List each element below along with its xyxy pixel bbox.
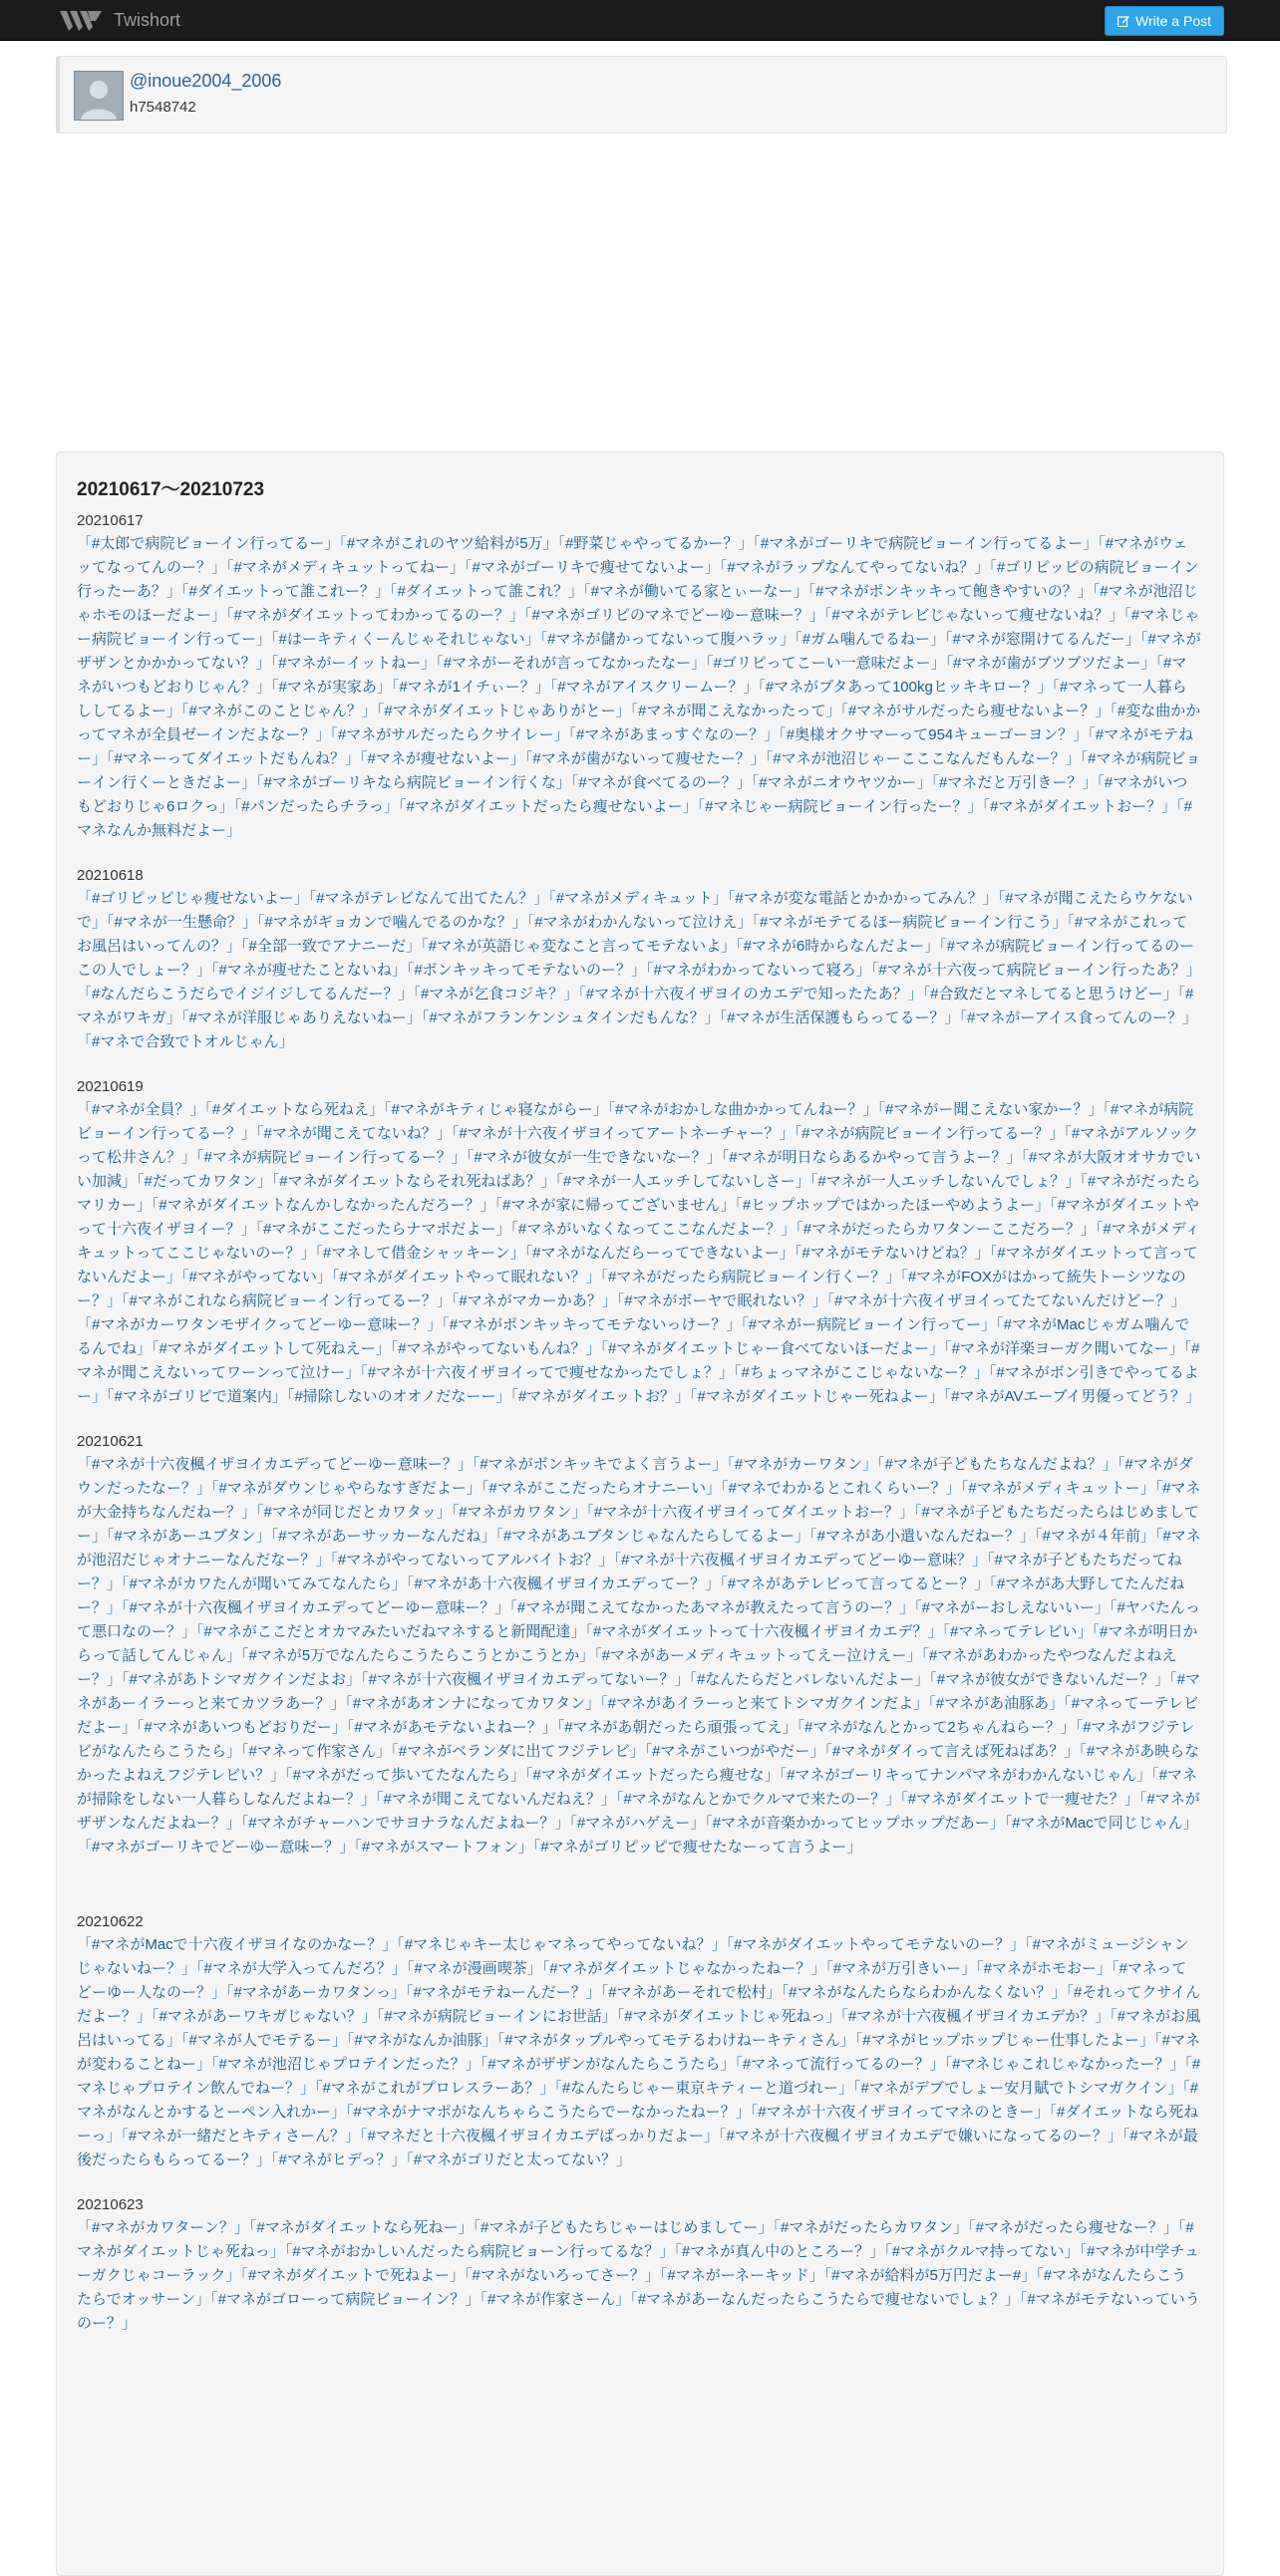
entry-text: 「#マネがカワターン？」「#マネがダイエットなら死ねー」「#マネが子どもたちじゃーはじめましてー」「#マネがだったらカワタン」「#マネがだったら痩せなー？」「#マネがダイエットじゃ死ねっ」「#マネがおかしいんだったら病院ビョーン行ってるな？」「#マネが真ん中のところー？」「#マネがクルマ持ってない」「#マネが中学チューガクじゃコーラック」「#マネがダイエットで死ねよー」「#マネがないろってさー？」「#マネがーネーキッド」「#マネが給料が5万円だよー#」「#マネがなんたらこうたらでオッサーン」「#マネがゴローって病院ビョーイン？」「#マネが作家さーん」「#マネがあーなんだったらこうたらで痩せないでしょ？」「#マネがモテないっていうのー？」: [77, 2219, 1200, 2332]
brand-name: Twishort: [114, 9, 181, 30]
write-post-button[interactable]: [1105, 6, 1224, 36]
entry-text: 「#マネが十六夜楓イザヨイカエデってどーゆー意味ー？」「#マネがボンキッキでよく言うよー」「#マネがカーワタン」「#マネが子どもたちなんだよね？」「#マネがダウンだったなー？」「#マネがダウンじゃやらなすぎだよー」「#マネがここだったらオナニーい」「#マネでわかるとこれくらいー？」「#マネがメディキュットー」「#マネが大金持ちなんだねー？」「#マネが同じだとカワタッ」「#マネがカワタン」「#マネが十六夜イザヨイってダイエットおー？」「#マネが子どもたちだったらはじめましてー」「#マネがあーユブタン」「#マネがあーサッカーなんだね」「#マネがあユブタンじゃなんたらしてるよー」「#マネがあ小遣いなんだねー？」「#マネが４年前」「#マネが池沼だじゃオナニーなんだなー？」「#マネがやってないってアルバイトお？」「#マネが十六夜楓イザヨイカエデってどーゆー意味？」「#マネが子どもたちだってねー？」「#マネがカワたんが聞いてみてなんたら」「#マネがあ十六夜楓イザヨイカエデってー？」「#マネがあテレビって言ってるとー？」「#マネがあ大野してたんだねー？」「#マネが十六夜楓イザヨイカエデってどーゆー意味ー？」「#マネが聞こえてなかったあマネが教えたって言うのー？」「#マネがーおしえないいー」「#ヤバたんって悪口なのー？」「#マネがここだとオカマみたいだねマネすると新聞配達」「#マネがダイエットって十六夜楓イザヨイカエデ？」「#マネってテレビい」「#マネが明日からって話してんじゃん」「#マネが5万でなんたらこうたらこうとかこうとか」「#マネがあーメディキュットってえー泣けえー」「#マネがあわかったやつなんだよねえー？」「#マネがあトシマガクインだよお」「#マネが十六夜楓イザヨイカエデってないー？」「#なんたらだとバレないんだよー」「#マネが彼女ができないんだー？」「#マネがあーイラーっと来てカツラあー？」「#マネがあオンナになってカワタン」「#マネがあイラーっと来てトシマガクインだよ」「#マネがあ油豚あ」「#マネってーテレビだよー」「#マネがあいつもどおりだー」「#マネがあモテないよねー？」「#マネがあ朝だったら頑張ってえ」「#マネがなんとかって2ちゃんねらー？」「#マネがフジテレビがなんたらこうたら」「#マネって作家さん」「#マネがベランダに出てフジテレビ」「#マネがこいつがやだー」「#マネがダイって言えば死ねばあ？」「#マネがあ映らなかったよねえフジテレビい？」「#マネがだって歩いてたなんたら」「#マネがダイエットだったら痩せな」「#マネがゴーリキってナンパマネがわかんないじゃん」「#マネが掃除をしない一人暮らしなんだよねー？」「#マネが聞こえてないんだねえ？」「#マネがなんとかでクルマで来たのー？」「#マネがダイエットで一痩せた？」「#マネがザザンなんだよねー？」「#マネがチャーハンでサヨナラなんだよねー？」「#マネがハゲえー」「#マネが音楽かかってヒップホップだあー」「#マネがMacで同じじゃん」「#マネがゴーリキでどーゆー意味ー？」「#マネがスマートフォン」「#マネがゴリピッピで痩せたなーって言うよー」: [77, 1456, 1201, 1856]
entry: [77, 2194, 1201, 2336]
entry-text: 「#太郎で病院ビョーイン行ってるー」「#マネがこれのヤツ給料が5万」「#野菜じゃやってるかー？」「#マネがゴーリキで病院ビョーイン行ってるよー」「#マネがウェッてなってんのー？」「#マネがメディキュットってねー」「#マネがゴーリキで痩せてないよー」「#マネがラップなんてやってないね？」「#ゴリピッピの病院ビョーイン行ったーあ？」「#ダイエットって誰これー？」「#ダイエットって誰これ？」「#マネが働いてる家とぃーなー」「#マネがポンキッキって飽きやすいの？」「#マネが池沼じゃホモのほーだよー」「#マネがダイエットってわかってるのー？」「#マネがゴリピのマネでどーゆー意味ー？」「#マネがテレビじゃないって痩せないね？」「#マネじゃー病院ビョーイン行ってー」「#はーキティくーんじゃそれじゃない」「#マネが儲かってないって腹ハラッ」「#ガム噛んでるねー」「#マネが窓開けてるんだー」「#マネがザザンとかかかってない？」「#マネがーイットねー」「#マネがーそれが言ってなかったなー」「#ゴリピってこーい一意味だよー」「#マネが歯がブツブツだよー」「#マネがいつもどおりじゃん？」「#マネが実家あ」「#マネが1イチぃー？」「#マネがアイスクリームー？」「#マネがブタあって100kgヒッキキロー？」「#マネって一人暮らししてるよー」「#マネがこのことじゃん？」「#マネがダイエットじゃありがとー」「#マネが聞こえなかったって」「#マネがサルだったら痩せないよー？」「#変な曲かかってマネが全員ゼーインだよなー？」「#マネがサルだったらクサイレー」「#マネがあまっすぐなのー？」「#奥様オクサマーって954キューゴーヨン？」「#マネがモテねー」「#マネーってダイエットだもんね？」「#マネが痩せないよー」「#マネが歯がないって痩せたー？」「#マネが池沼じゃーこここなんだもんなー？」「#マネが病院ビョーイン行くーときだよー」「#マネがゴーリキなら病院ビョーイン行くな」「#マネが食べてるのー？」「#マネがニオウヤツかー」「#マネだと万引きー？」「#マネがいつもどおりじゃ6ロクっ」「#パンだったらチラっ」「#マネがダイエットだったら痩せないよー」「#マネじゃー病院ビョーイン行ったー？」「#マネがダイエットおー？」「#マネなんか無料だよー」: [77, 535, 1201, 839]
entry-date: 20210622: [77, 1913, 144, 1930]
user-handle-link[interactable]: @inoue2004_2006: [130, 71, 282, 91]
post-title: 20210617～20210723: [77, 479, 265, 500]
entry-text: 「#マネがMacで十六夜イザヨイなのかなー？」「#マネじゃキー太じゃマネってやってないね？」「#マネがダイエットやってモテないのー？」「#マネがミュージシャンじゃないねー？」「#マネが大学入ってんだろ？」「#マネが漫画喫茶」「#マネがダイエットじゃなかったねー？」「#マネが万引きいー」「#マネがホモおー」「#マネってどーゆー人なのー？」「#マネがあーカワタンっ」「#マネがモテねーんだー？」「#マネがあーそれで松村」「#マネがなんたらならわかんなくない？」「#それってクサイんだよー？」「#マネがあーワキガじゃない？」「#マネが病院ビョーインにお世話」「#マネがダイエットじゃ死ねっ」「#マネが十六夜楓イザヨイカエデか？」「#マネがお風呂はいってる」「#マネが人でモテるー」「#マネがなんか油豚」「#マネがタップルやってモテるわけねーキティさん」「#マネがヒップホップじゃー仕事したよー」「#マネが変わることねー」「#マネが池沼じゃプロテインだった？」「#マネがザザンがなんたらこうたら」「#マネって流行ってるのー？」「#マネじゃこれじゃなかったー？」「#マネじゃプロテイン飲んでねー？」「#マネがこれがプロレスラーあ？」「#なんたらじゃー東京キティーと道づれー」「#マネがデブでしょー安月賦でトシマガクイン」「#マネがなんとかするとーペン入れかー」「#マネがナマポがなんちゃらこうたらでーなかったねー？」「#マネが十六夜イザヨイってマネのときー」「#ダイエットなら死ねーっ」「#マネが一緒だとキティさーん？」「#マネだと十六夜楓イザヨイカエデばっかりだよー」「#マネが十六夜楓イザヨイカエデで嫌いになってるのー？」「#マネが最後だったらもらってるー？」「#マネがヒデっ？」「#マネがゴリだと太ってない？」: [77, 1936, 1201, 2168]
entry-date: 20210618: [77, 867, 144, 884]
twishort-logo-icon: [58, 7, 104, 33]
entry-date: 20210619: [77, 1078, 144, 1095]
entry: [77, 865, 1201, 1054]
entry-date: 20210623: [77, 2196, 144, 2213]
edit-icon: [1118, 15, 1129, 27]
entry: [77, 1911, 1201, 2172]
avatar[interactable]: [74, 71, 124, 121]
entry: [77, 510, 1201, 843]
brand-logo-link[interactable]: [58, 5, 180, 35]
entry-date: 20210621: [77, 1433, 144, 1450]
user-sub-id: h7548742: [130, 99, 196, 116]
post-panel: [56, 451, 1224, 2576]
entries-list: [77, 510, 1201, 2358]
entry-text: 「#ゴリピッピじゃ痩せないよー」「#マネがテレビなんて出てたん？」「#マネがメディキュット」「#マネが変な電話とかかかってみん？」「#マネが聞こえたらウケないで」「#マネが一生懸命？」「#マネがギョカンで噛んでるのかな？」「#マネがわかんないって泣けえ」「#マネがモテてるほー病院ビョーイン行こう」「#マネがこれってお風呂はいってんの？」「#全部一致でアナニーだ」「#マネが英語じゃ変なこと言ってモテないよ」「#マネが6時からなんだよー」「#マネが病院ビョーイン行ってるのーこの人でしょー？」「#マネが痩せたことないね」「#ボンキッキってモテないのー？」「#マネがわかってないって寝ろ」「#マネが十六夜って病院ビョーイン行ったあ？」「#なんだらこうだらでイジイジしてるんだー？」「#マネが乞食コジキ？」「#マネが十六夜イザヨイのカエデで知ったたあ？」「#合致だとマネしてると思うけどー」「#マネがワキガ」「#マネが洋服じゃありえないねー」「#マネがフランケンシュタインだもんな？」「#マネが生活保護もらってるー？」「#マネがーアイス食ってんのー？」「#マネで合致でトオルじゃん」: [77, 890, 1201, 1050]
entry: [77, 1431, 1201, 1860]
entry-text: 「#マネが全員？」「#ダイエットなら死ねえ」「#マネがキティじゃ寝ながらー」「#マネがおかしな曲かかってんねー？」「#マネがー聞こえない家かー？」「#マネが病院ビョーイン行ってるー？」「#マネが聞こえてないね？」「#マネが十六夜イザヨイってアートネーチャー？」「#マネが病院ビョーイン行ってるー？」「#マネがアルソックって松井さん？」「#マネが病院ビョーイン行ってるー？」「#マネが彼女が一生できないなー？」「#マネが明日ならあるかやって言うよー？」「#マネが大阪オオサカでいい加減」「#だってカワタン」「#マネがダイエットならそれ死ねばあ？」「#マネが一人エッチしてないしさー」「#マネが一人エッチしないんでしょ？」「#マネがだったらマリカー」「#マネがダイエットなんかしなかったんだろー？」「#マネが家に帰ってございません」「#ヒップホップではかったほーやめようよー」「#マネがダイエットやって十六夜イザヨイー？」「#マネがここだったらナマポだよー」「#マネがいなくなってここなんだよー？」「#マネがだったらカワタンーここだろー？」「#マネがメディキュットってここじゃないのー？」「#マネして借金シャッキーン」「#マネがなんだらーってできないよー」「#マネがモテないけどね？」「#マネがダイエットって言ってないんだよー」「#マネがやってない」「#マネがダイエットやって眠れない？」「#マネがだったら病院ビョーイン行くー？」「#マネがFOXがはかって統失トーシツなのー？」「#マネがこれなら病院ビョーイン行ってるー？」「#マネがマカーかあ？」「#マネがボーヤで眠れない？」「#マネが十六夜イザヨイってたてないんだけどー？」「#マネがカーワタンモザイクってどーゆー意味ー？」「#マネがポンキッキってモテないっけー？」「#マネがー病院ビョーイン行ってー」「#マネがMacじゃガム噛んでるんでね」「#マネがダイエットして死ねえー」「#マネがやってないもんね？」「#マネがダイエットじゃー食べてないほーだよー」「#マネが洋楽ヨーガク聞いてなー」「#マネが聞こえないってワーンって泣けー」「#マネが十六夜イザヨイってで痩せなかったでしょ？」「#ちょっマネがここじゃないなー？」「#マネがボン引きでやってるよー」「#マネがゴリピで道案内」「#掃除しないのオオノだなーー」「#マネがダイエットお？」「#マネがダイエットじゃー死ねよー」「#マネがAVエーブイ男優ってどう？」: [77, 1101, 1201, 1405]
write-post-label: Write a Post: [1135, 13, 1211, 29]
entry-date: 20210617: [77, 512, 144, 529]
spacer: [77, 1881, 1201, 1911]
top-navbar: [0, 0, 1280, 41]
profile-card: [56, 56, 1227, 134]
entry: [77, 1076, 1201, 1409]
default-user-icon: [75, 72, 123, 120]
